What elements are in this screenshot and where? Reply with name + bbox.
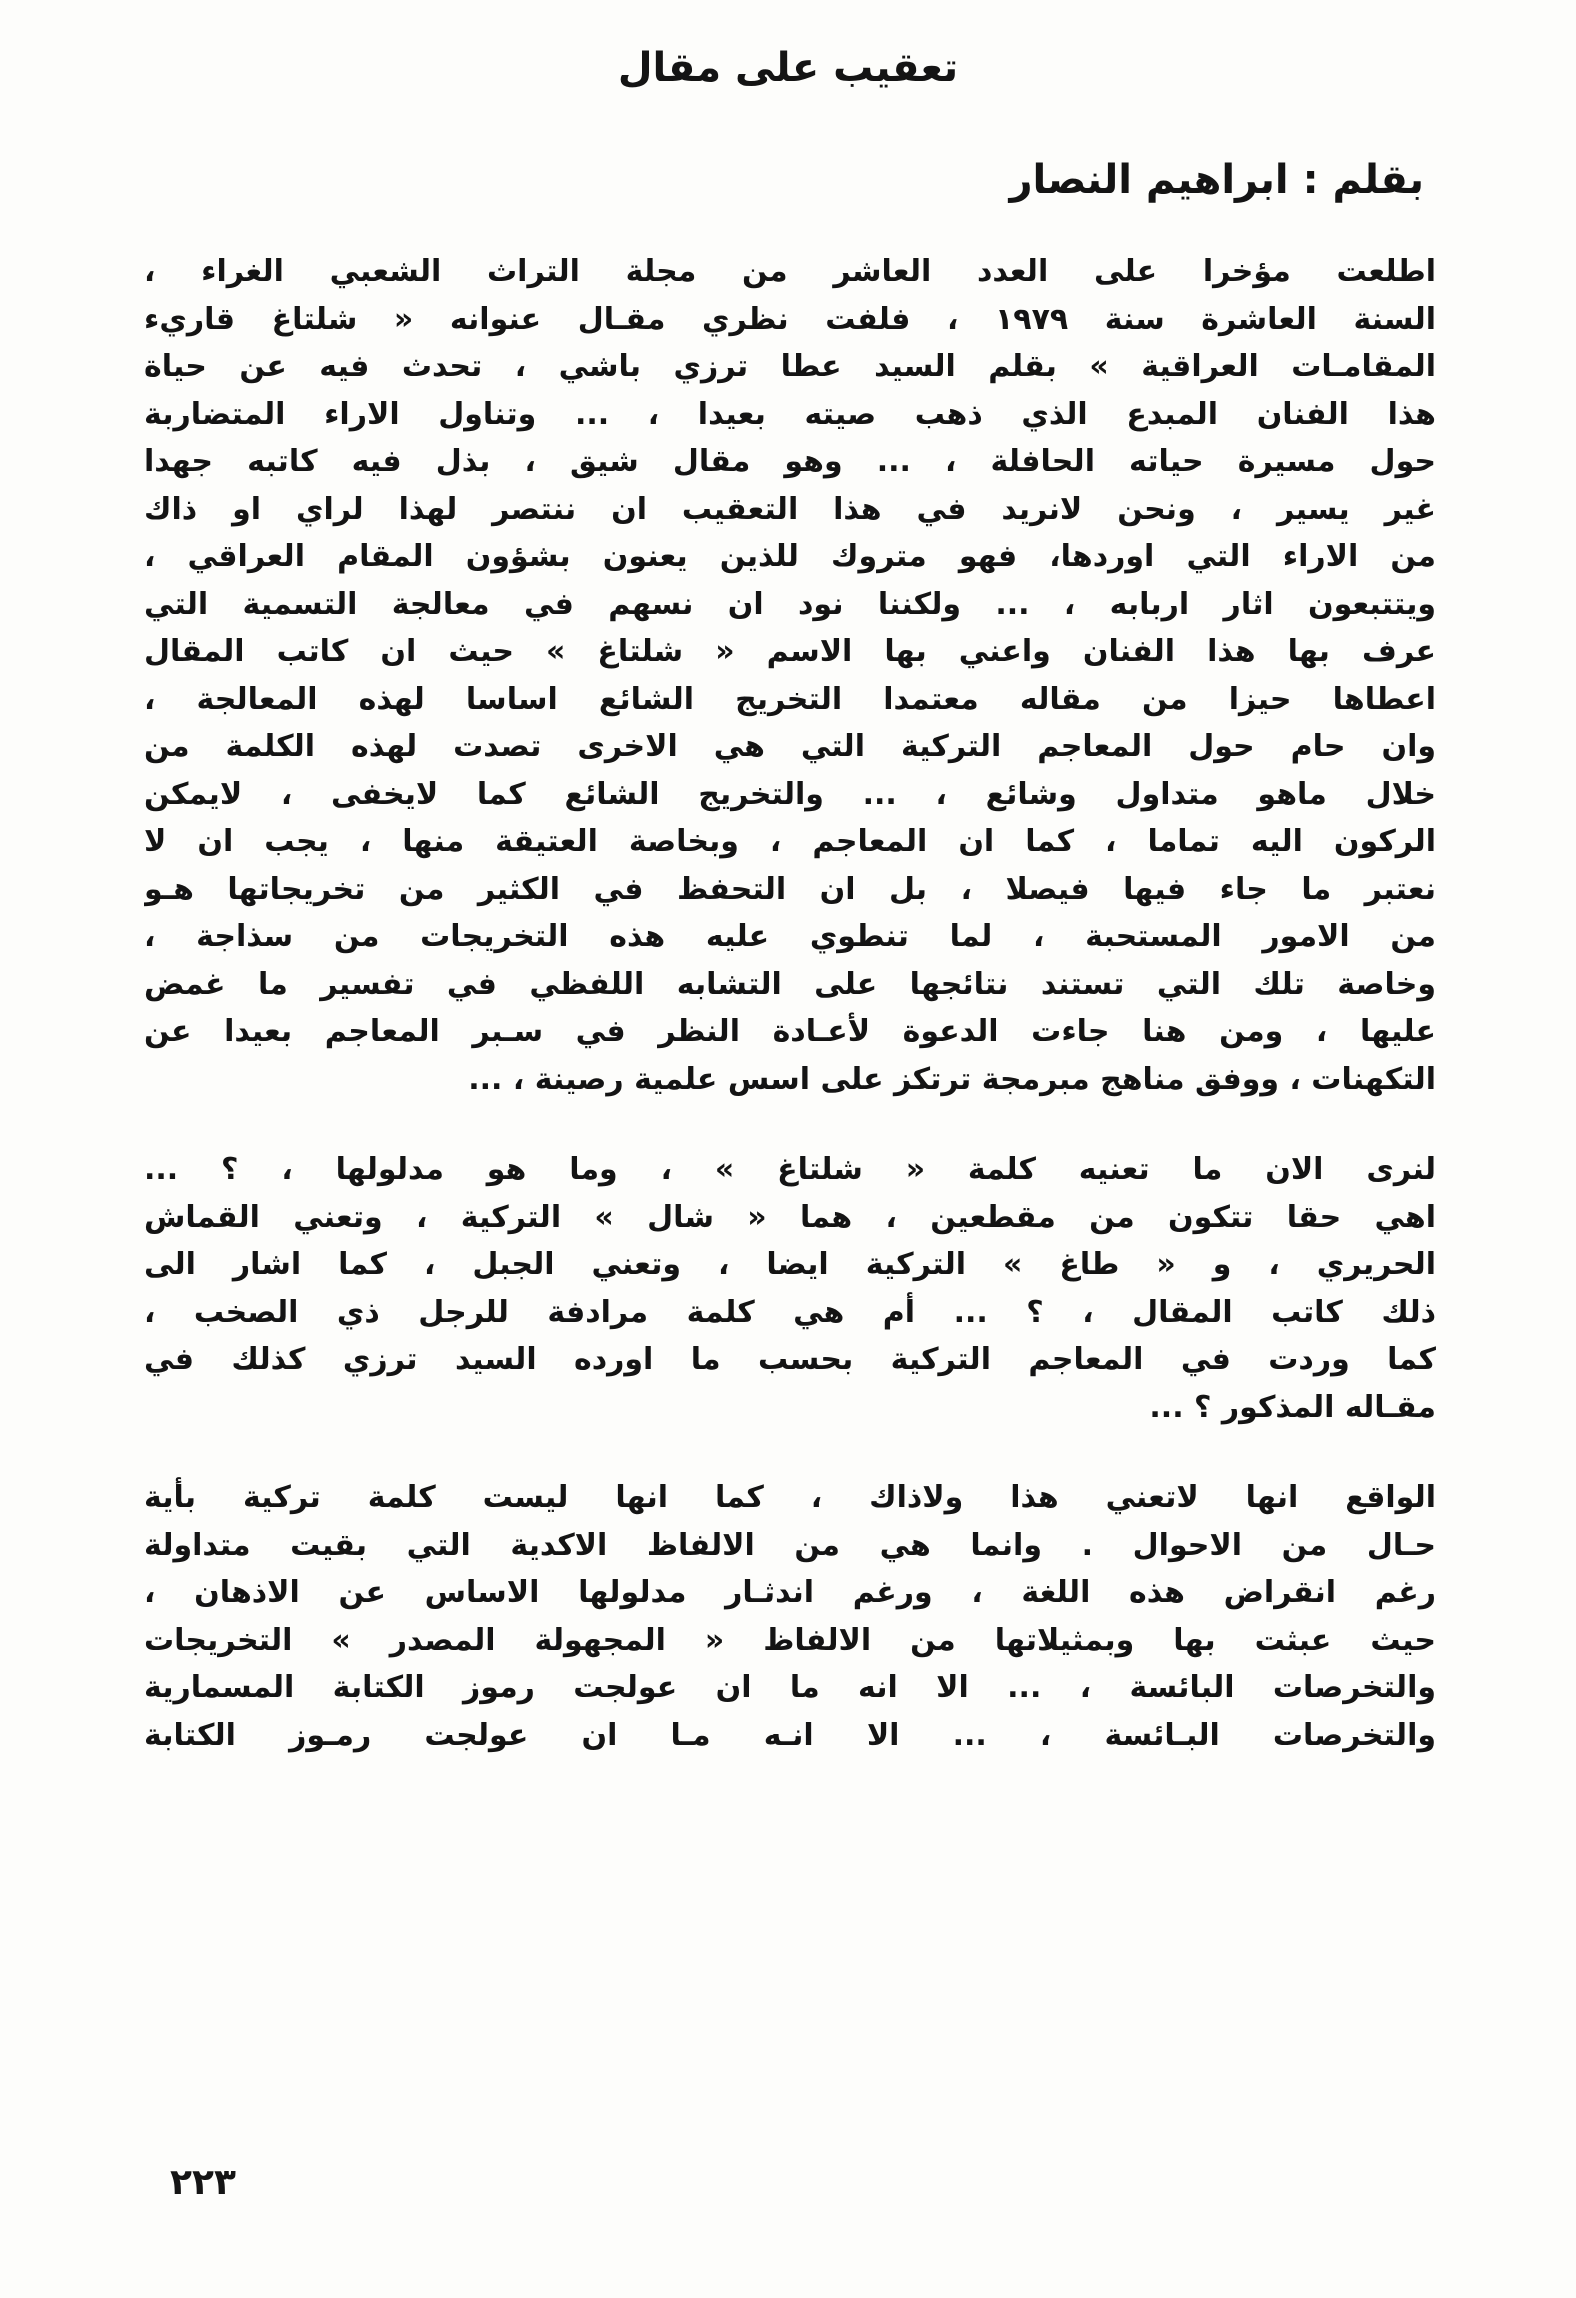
author-byline: بقلم : ابراهيم النصار (1009, 157, 1424, 203)
text-line: من الاراء التي اوردها، فهو متروك للذين يعنون بشؤون المقام العراقي ، (144, 539, 1436, 574)
text-line: والتخرصات البـائسة ، ... الا انـه مـا ان عولجت رمـوز الكتابة (144, 1717, 1436, 1753)
text-line: نعتبر ما جاء فيها فيصلا ، بل ان التحفظ في الكثير من تخريجاتها هـو (144, 871, 1436, 907)
paragraph-1 (144, 248, 1436, 1103)
text-line: رغم انقراض هذه اللغة ، ورغم اندثـار مدلولها الاساس عن الاذهان ، (144, 1575, 1436, 1610)
text-line: من الامور المستحبة ، لما تنطوي عليه هذه التخريجات من سذاجة ، (144, 919, 1436, 954)
article-title: تعقيب على مقال (617, 45, 959, 91)
text-line: وان حام حول المعاجم التركية التي هي الاخرى تصدت لهذه الكلمة من (144, 729, 1436, 764)
paragraph-3 (144, 1474, 1436, 1759)
text-line: اهي حقا تتكون من مقطعين ، هما « شال » التركية ، وتعني القماش (144, 1199, 1436, 1235)
text-line: لنرى الان ما تعنيه كلمة « شلتاغ » ، وما هو مدلولها ، ؟ ... (144, 1152, 1436, 1187)
paragraph-2 (144, 1146, 1436, 1431)
text-line: المقامـات العراقية » بقلم السيد عطا ترزي باشي ، تحدث فيه عن حياة (144, 349, 1436, 384)
text-line: الحريري ، و « طاغ » التركية ايضا ، وتعني الجبل ، كما اشار الى (144, 1247, 1436, 1282)
text-line: الركون اليه تماما ، كما ان المعاجم ، وبخاصة العتيقة منها ، يجب ان لا (144, 824, 1436, 859)
text-line: خلال ماهو متداول وشائع ، ... والتخريج الشائع كما لايخفى ، لايمكن (144, 776, 1436, 812)
article-body (144, 248, 1436, 1759)
text-line: عليها ، ومن هنا جاءت الدعوة لأعـادة النظر في سـبر المعاجم بعيدا عن (144, 1014, 1436, 1049)
page-number: ٢٢٣ (170, 2162, 236, 2203)
text-line: والتخرصات البائسة ، ... الا انه ما ان عولجت رموز الكتابة المسمارية (144, 1670, 1436, 1705)
text-line: هذا الفنان المبدع الذي ذهب صيته بعيدا ، ... وتناول الاراء المتضاربة (144, 396, 1436, 432)
paragraph-spacer (144, 1103, 1436, 1146)
text-line: التكهنات ، ووفق مناهج مبرمجة ترتكز على اسس علمية رصينة ، ... (468, 1061, 1436, 1097)
text-line: ويتتبعون اثار اربابه ، ... ولكننا نود ان نسهم في معالجة التسمية التي (144, 586, 1436, 622)
text-line: اعطاها حيزا من مقاله معتمدا التخريج الشائع اساسا لهذه المعالجة ، (144, 681, 1436, 717)
text-line: وخاصة تلك التي تستند نتائجها على التشابه اللفظي في تفسير ما غمض (144, 966, 1436, 1002)
text-line: عرف بها هذا الفنان واعني بها الاسم « شلتاغ » حيث ان كاتب المقال (144, 634, 1436, 669)
text-line: حيث عبثت بها وبمثيلاتها من الالفاظ « المجهولة المصدر » التخريجات (144, 1622, 1436, 1658)
text-line: الواقع انها لاتعني هذا ولاذاك ، كما انها ليست كلمة تركية بأية (144, 1480, 1436, 1515)
text-line: حول مسيرة حياته الحافلة ، ... وهو مقال شيق ، بذل فيه كاتبه جهدا (144, 444, 1436, 479)
paragraph-spacer (144, 1431, 1436, 1474)
text-line: السنة العاشرة سنة ١٩٧٩ ، فلفت نظري مقـال عنوانه « شلتاغ قاريء (144, 301, 1436, 337)
text-line: كما وردت في المعاجم التركية بحسب ما اورده السيد ترزي كذلك في (144, 1342, 1436, 1377)
text-line: غير يسير ، ونحن لانريد في هذا التعقيب ان ننتصر لهذا لراي او ذاك (144, 491, 1436, 527)
text-line: ذلك كاتب المقال ، ؟ ... أم هي كلمة مرادفة للرجل ذي الصخب ، (144, 1294, 1436, 1330)
text-line: مقـاله المذكور ؟ ... (1149, 1389, 1436, 1425)
text-line: اطلعت مؤخرا على العدد العاشر من مجلة التراث الشعبي الغراء ، (144, 254, 1436, 289)
text-line: حـال من الاحوال . وانما هي من الالفاظ الاكدية التي بقيت متداولة (144, 1527, 1436, 1563)
